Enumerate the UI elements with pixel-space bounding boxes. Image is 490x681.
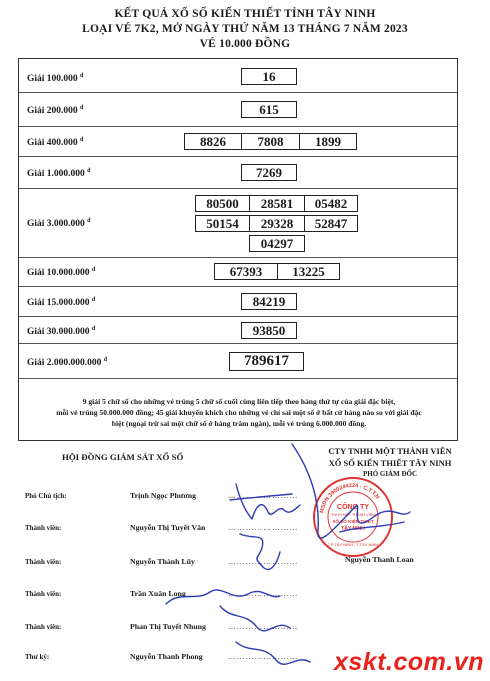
member-role: Thành viên: xyxy=(25,623,62,631)
member-name: Phan Thị Tuyết Nhung xyxy=(130,622,206,631)
signature-dots: …………………… xyxy=(228,491,299,500)
member-role: Thư ký: xyxy=(25,653,50,661)
header-line-3: VÉ 10.000 ĐỒNG xyxy=(199,38,291,50)
row-divider xyxy=(19,343,457,344)
signature-dots: …………………… xyxy=(228,652,299,661)
row-divider xyxy=(19,286,457,287)
prize-number: 84219 xyxy=(241,293,297,310)
prize-number: 50154 xyxy=(195,215,250,232)
council-title: HỘI ĐỒNG GIÁM SÁT XỔ SỐ xyxy=(62,452,184,462)
prize-number: 04297 xyxy=(249,235,305,252)
prize-number: 13225 xyxy=(277,263,340,280)
results-table xyxy=(18,58,458,441)
signature-vice-chair xyxy=(236,484,300,519)
member-name: Nguyễn Thành Lũy xyxy=(130,557,195,566)
prize-number: 29328 xyxy=(249,215,305,232)
prize-label-30m: Giải 30.000.000 $^đ$ xyxy=(27,326,96,338)
prize-number: 67393 xyxy=(214,263,278,280)
stamp-line: T.P TÂY NINH - T.TÂY NINH xyxy=(327,542,379,547)
row-divider xyxy=(19,257,457,258)
rules-note xyxy=(25,396,453,429)
member-role: Thành viên: xyxy=(25,558,62,566)
company-line-2: XỔ SỐ KIẾN THIẾT TÂY NINH xyxy=(328,458,452,468)
signature-dots: …………………… xyxy=(228,589,299,598)
row-divider xyxy=(19,92,457,93)
prize-number: 16 xyxy=(241,68,297,85)
row-divider xyxy=(19,378,457,379)
stamp-line: TÂY NINH xyxy=(341,526,365,532)
member-name: Nguyễn Thanh Phong xyxy=(130,652,203,661)
company-title: PHÓ GIÁM ĐỐC xyxy=(362,470,418,478)
rules-note-line: 9 giải 5 chữ số cho những vé trúng 5 chữ số cuối cùng liên tiếp theo hàng thứ tự của giải đặc biệt, xyxy=(82,397,396,406)
rules-note-line: biệt (ngoại trừ sai một chữ số ở hàng trăm ngàn), mỗi vé trúng 6.000.000 đồng. xyxy=(111,419,367,428)
prize-label-10m: Giải 10.000.000 $^đ$ xyxy=(27,267,96,279)
prize-number: 52847 xyxy=(304,215,358,232)
company-line-1: CTY TNHH MỘT THÀNH VIÊN xyxy=(328,446,452,456)
signer-name: Nguyễn Thanh Loan xyxy=(345,555,414,564)
prize-number: 8826 xyxy=(184,133,242,150)
member-role: Thành viên: xyxy=(25,590,62,598)
header-line-2: LOẠI VÉ 7K2, MỞ NGÀY THỨ NĂM 13 THÁNG 7 NĂM 2023 xyxy=(82,23,408,35)
company-stamp xyxy=(312,476,394,558)
site-watermark: xskt.com.vn xyxy=(334,648,485,676)
prize-number: 80500 xyxy=(195,195,250,212)
signature-dots: …………………… xyxy=(228,622,299,631)
row-divider xyxy=(19,156,457,157)
member-name: Trần Xuân Long xyxy=(130,589,186,598)
prize-label-15m: Giải 15.000.000 $^đ$ xyxy=(27,297,96,309)
stamp-line: TNHH MỘT THÀNH VIÊN xyxy=(331,513,375,517)
member-role: Thành viên: xyxy=(25,524,62,532)
prize-label-200k: Giải 200.000 $^đ$ xyxy=(27,105,84,117)
row-divider xyxy=(19,316,457,317)
signature-dots: …………………… xyxy=(228,557,299,566)
row-divider xyxy=(19,126,457,127)
stamp-ring-text: MSDN 3900244224 · C.T.T.N xyxy=(319,482,381,514)
prize-number: 93850 xyxy=(241,322,297,339)
row-divider xyxy=(19,188,457,189)
stamp-line: CÔNG TY xyxy=(337,504,369,511)
prize-number: 7269 xyxy=(241,164,297,181)
prize-number: 615 xyxy=(241,101,297,118)
prize-number: 7808 xyxy=(241,133,300,150)
member-name: Nguyễn Thị Tuyết Vân xyxy=(130,523,206,532)
special-prize-number: 789617 xyxy=(229,352,304,371)
member-role: Phó Chủ tịch: xyxy=(25,492,67,500)
prize-number: 28581 xyxy=(249,195,305,212)
prize-label-2b: Giải 2.000.000.000 $^đ$ xyxy=(27,357,108,369)
prize-label-1m: Giải 1.000.000 $^đ$ xyxy=(27,168,91,180)
prize-label-400k: Giải 400.000 $^đ$ xyxy=(27,137,84,149)
signature-dots: …………………… xyxy=(228,523,299,532)
header-line-1: KẾT QUẢ XỔ SỐ KIẾN THIẾT TỈNH TÂY NINH xyxy=(114,8,376,20)
member-name: Trịnh Ngọc Phương xyxy=(130,491,197,500)
prize-number: 05482 xyxy=(304,195,358,212)
stamp-line: XỔ SỐ KIẾN THIẾT xyxy=(332,519,374,524)
prize-number: 1899 xyxy=(299,133,357,150)
rules-note-line: mỗi vé trúng 50.000.000 đồng; 45 giải khuyến khích cho những vé chỉ sai một số ở bất cứ hàng nào so với giải đặc xyxy=(56,408,422,417)
prize-label-3m: Giải 3.000.000 $^đ$ xyxy=(27,218,91,230)
prize-label-100k: Giải 100.000 $^đ$ xyxy=(27,73,84,85)
